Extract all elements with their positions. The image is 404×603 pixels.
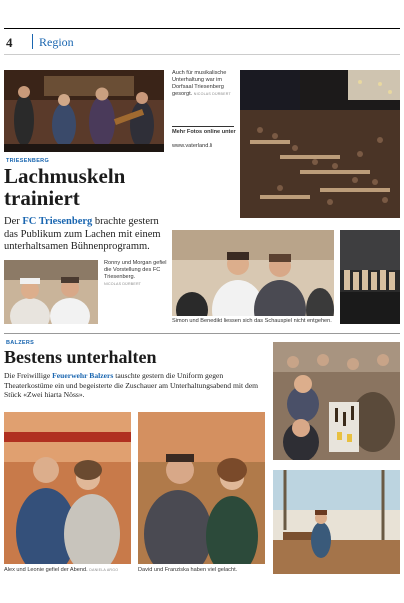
article1-headline (4, 165, 125, 209)
ronny-morgan-photo (4, 260, 98, 324)
article1-lead: Der FC Triesenberg brachte gestern das Publikum zum Lachen mit einem unterhaltsamen Bühnenprogramm. (4, 216, 161, 252)
header-top-rule (4, 28, 400, 29)
headline-line1: Lachmuskeln (4, 164, 126, 188)
header-divider (32, 34, 33, 49)
article2-kicker: BALZERS (6, 340, 35, 346)
stage-photo (340, 230, 400, 324)
article2-headline: Bestens unterhalten (4, 347, 157, 367)
david-franziska-photo (138, 412, 265, 564)
header-bottom-rule (4, 54, 400, 55)
lead-link-fc-triesenberg: FC Triesenberg (22, 216, 93, 227)
david-caption: David und Franziska haben viel gelacht. (138, 567, 238, 573)
hall-audience-photo (240, 70, 400, 218)
audience-table-photo (273, 342, 400, 460)
ronny-credit: NICOLAS DÜRBERT (104, 282, 142, 286)
headline-line2: trainiert (4, 186, 80, 210)
ronny-caption: Ronny und Morgan gefiel die Vorstellung des FC Triesenberg. NICOLAS DÜRBERT (104, 260, 167, 286)
section-divider (4, 333, 400, 334)
photo1-credit: NICOLAS DÜRBERT (193, 92, 231, 96)
more-photos-label: Mehr Fotos online unter (172, 129, 236, 135)
photo1-caption: Auch für musikalische Unterhaltung war im Dorfsaal Triesenberg gesorgt. NICOLAS DÜRBERT (172, 70, 231, 97)
band-photo (4, 70, 164, 152)
alex-credit: DANIELA ARGO (89, 568, 119, 572)
simon-caption: Simon und Benedikt liessen sich das Schauspiel nicht entgehen. (172, 318, 332, 324)
stage-scene-photo (273, 470, 400, 574)
lead-link-feuerwehr-balzers: Feuerwehr Balzers (52, 371, 114, 380)
article2-lead: Die Freiwillige Feuerwehr Balzers tauschte gestern die Uniform gegen Theaterkostüme ein und begeisterte die Zuschauer am Unterhaltungsabend mit dem Stück «Zwei hiarta Nöss». (4, 371, 259, 400)
alex-caption: Alex und Leonie gefiel der Abend. DANIELA ARGO (4, 567, 119, 573)
section-title: Region (39, 35, 74, 49)
article1-kicker: TRIESENBERG (6, 158, 50, 164)
caption-rule (172, 126, 234, 127)
more-photos-link[interactable]: www.vaterland.li (172, 143, 213, 149)
simon-benedikt-photo (172, 230, 334, 316)
page-number: 4 (6, 35, 13, 50)
alex-leonie-photo (4, 412, 131, 564)
